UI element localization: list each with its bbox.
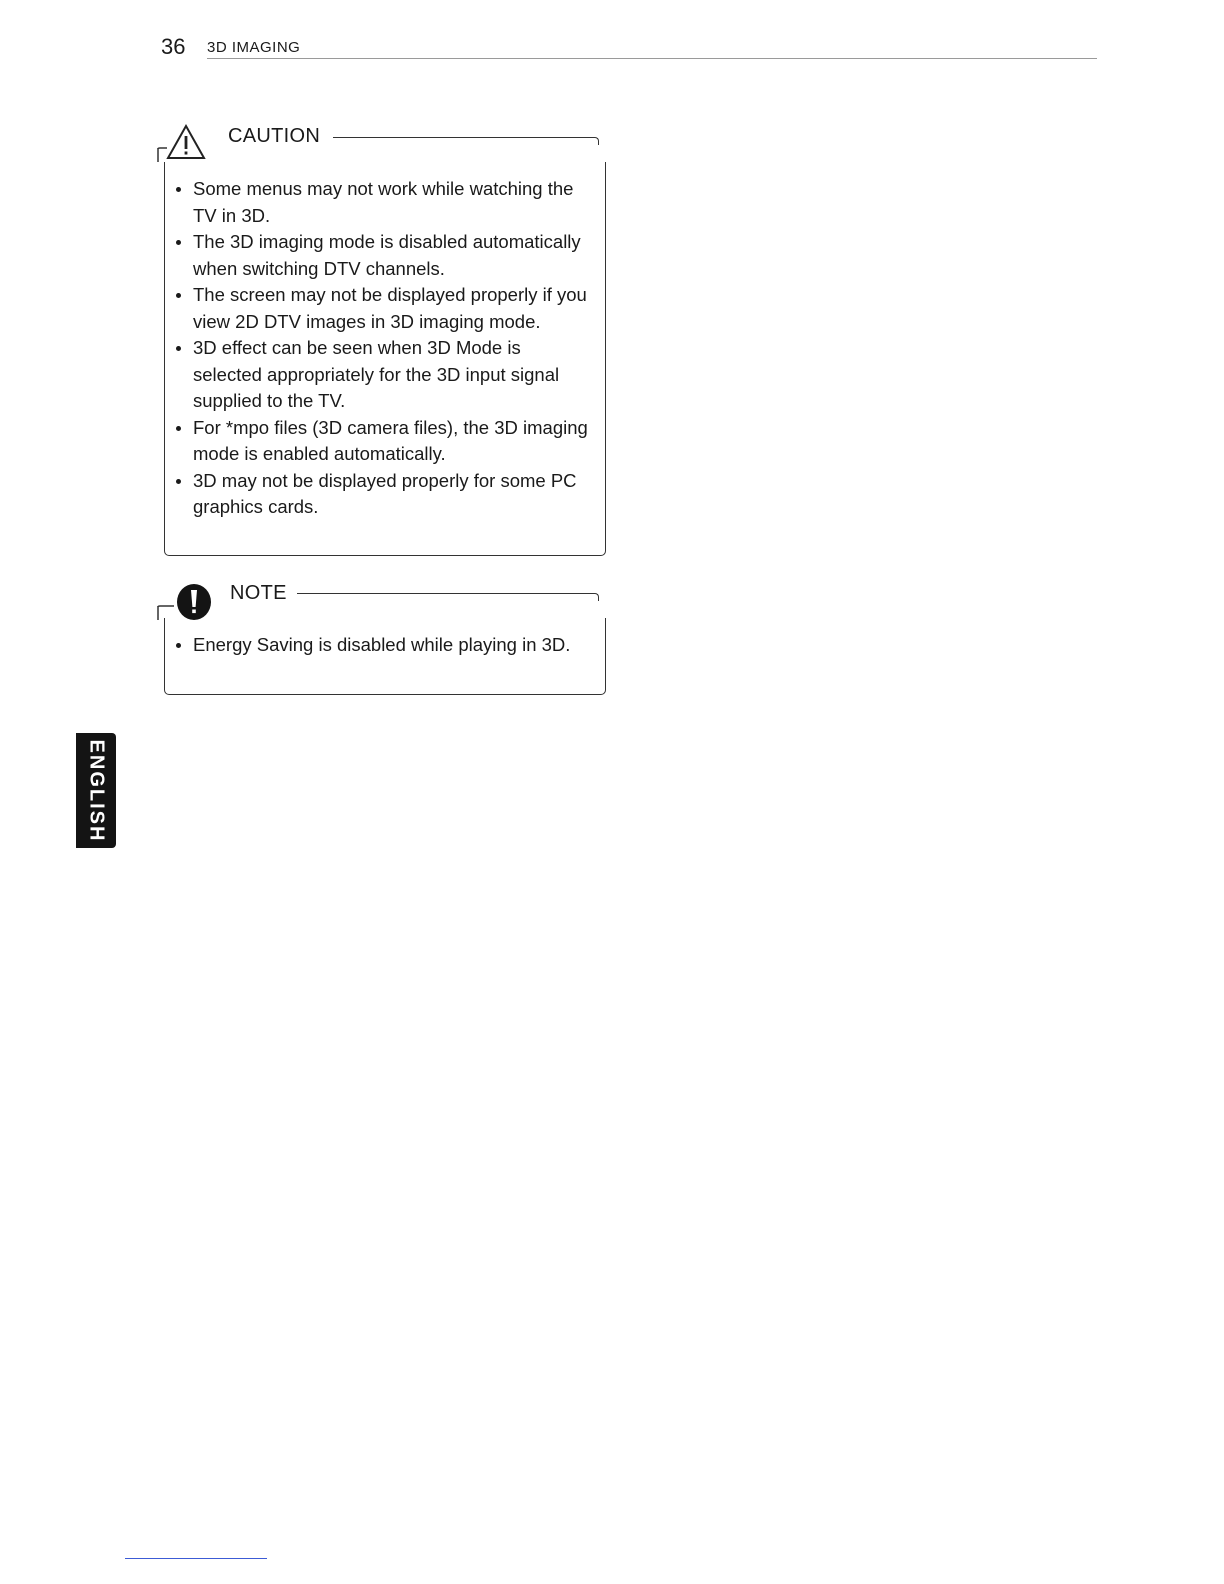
caution-box: [164, 125, 606, 556]
note-heading-rule: [297, 593, 599, 601]
caution-label: CAUTION: [228, 124, 328, 148]
footer-rule: [125, 1558, 267, 1559]
list-item: The screen may not be displayed properly if you view 2D DTV images in 3D imaging mode.: [175, 282, 593, 335]
language-side-tab: [76, 733, 116, 848]
list-item: Energy Saving is disabled while playing in 3D.: [175, 632, 593, 659]
note-list: [175, 632, 593, 659]
section-title: 3D IMAGING: [207, 39, 301, 56]
list-item: Some menus may not work while watching the TV in 3D.: [175, 176, 593, 229]
caution-heading-rule: [333, 137, 599, 145]
header-rule: [207, 58, 1097, 59]
note-label: NOTE: [230, 581, 295, 605]
warning-triangle-icon: [157, 122, 213, 166]
exclamation-circle-icon: [157, 580, 219, 624]
list-item: For *mpo files (3D camera files), the 3D imaging mode is enabled automatically.: [175, 415, 593, 468]
side-tab-label: ENGLISH: [85, 739, 108, 842]
note-box: [164, 582, 606, 695]
list-item: 3D may not be displayed properly for some PC graphics cards.: [175, 468, 593, 521]
page-number: 36: [161, 34, 186, 59]
list-item: The 3D imaging mode is disabled automatically when switching DTV channels.: [175, 229, 593, 282]
caution-list: [175, 176, 593, 521]
note-heading: [157, 582, 609, 622]
page-header: [161, 34, 1097, 64]
list-item: 3D effect can be seen when 3D Mode is selected appropriately for the 3D input signal supplied to the TV.: [175, 335, 593, 415]
caution-heading: [157, 125, 609, 166]
